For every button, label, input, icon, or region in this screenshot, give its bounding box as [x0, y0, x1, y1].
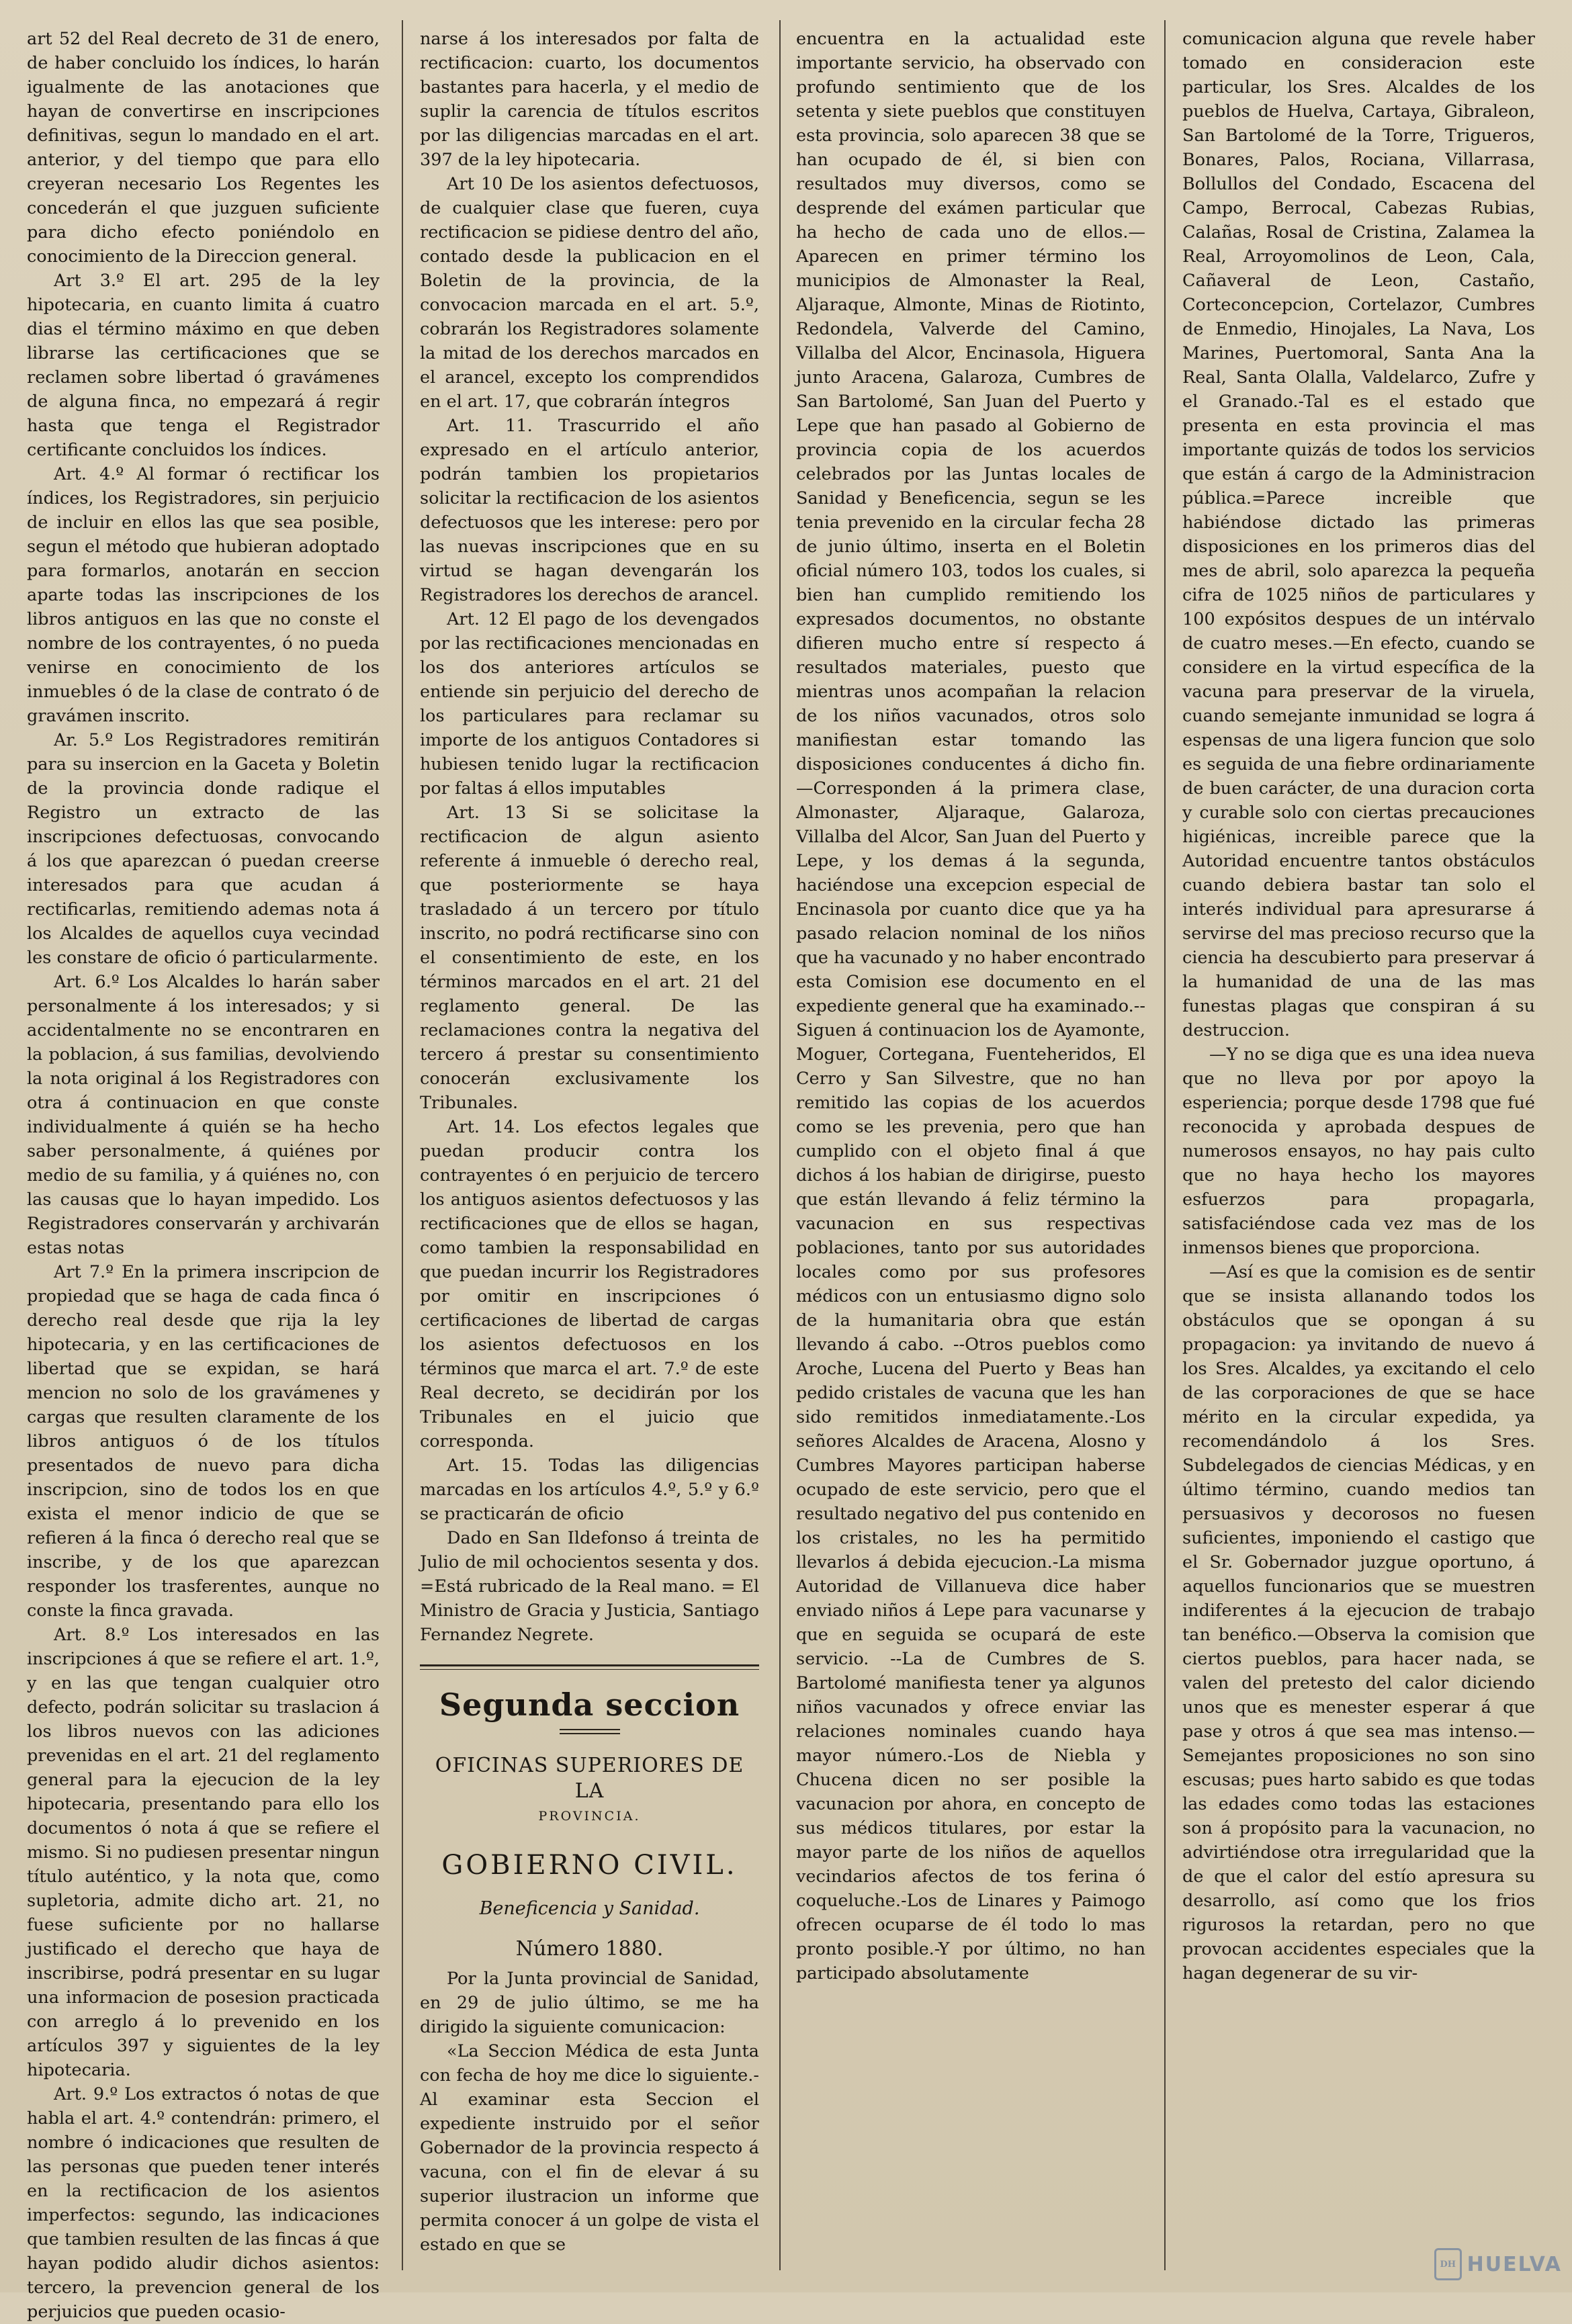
- paragraph: Art. 8.º Los interesados en las inscripciones á que se refiere el art. 1.º, y en las que tengan cualquier otro defecto, podrán solicitar su traslacion á los libros nuevos con las adiciones prevenidas en el art. 21 del reglamento general para la ejecucion de la ley hipotecaria, presentando para ello los documentos ó nota á que se refiere el mismo. Si no pudiesen presentar ningun título auténtico, y la nota que, como supletoria, admite dicho art. 21, no fuese suficiente por no hallarse justificado el derecho que haya de inscribirse, podrá presentar en su lugar una informacion de posesion practicada con arreglo á lo prevenido en los artículos 397 y siguientes de la ley hipotecaria.: [27, 1625, 380, 2080]
- paragraph: Art 10 De los asientos defectuosos, de cualquier clase que fueren, cuya rectificacion se pidiese dentro del año, contado desde la publicacion en el Boletin de la provincia, de la convocacion marcada en el art. 5.º, cobrarán los Registradores solamente la mitad de los derechos marcados en el arancel, excepto los comprendidos en el art. 17, que cobrarán íntegros: [420, 174, 759, 412]
- paragraph: Por la Junta provincial de Sanidad, en 29 de julio último, se me ha dirigido la siguiente comunicacion:: [420, 1969, 759, 2037]
- column-1: [27, 27, 380, 2324]
- paragraph: Art 3.º El art. 295 de la ley hipotecaria, en cuanto limita á cuatro dias el término máximo en que deben librarse las certificaciones que se reclamen sobre libertad ó gravámenes de alguna finca, no empezará á regir hasta que tenga el Registrador certificante concluidos los índices.: [27, 271, 380, 460]
- office-subheading: PROVINCIA.: [538, 1809, 641, 1824]
- gobierno-heading: GOBIERNO CIVIL.: [441, 1850, 738, 1881]
- double-rule: [560, 1729, 620, 1734]
- paragraph: art 52 del Real decreto de 31 de enero, de haber concluido los índices, lo harán igualmente de las anotaciones que hayan de convertirse en inscripciones definitivas, segun lo mandado en el art. anterior, y del tiempo que para ello creyeran necesario Los Regentes les concederán el que juzguen suficiente para dicho efecto poniéndolo en conocimiento de la Direccion general.: [27, 29, 380, 267]
- column-rule: [779, 20, 781, 2270]
- paragraph: —Y no se diga que es una idea nueva que no lleva por por apoyo la esperiencia; porque desde 1798 que fué reconocida y aprobada despues de numerosos ensayos, no hay pais culto que no haya hecho los mayores esfuerzos para propagarla, satisfaciéndose cada vez mas de los inmensos bienes que proporciona.: [1182, 1044, 1535, 1258]
- paragraph: narse á los interesados por falta de rectificacion: cuarto, los documentos bastantes para hacerla, y el medio de suplir la carencia de títulos escritos por las diligencias marcadas en el art. 397 de la ley hipotecaria.: [420, 29, 759, 170]
- column-rule: [1164, 20, 1166, 2270]
- paragraph: Art. 12 El pago de los devengados por las rectificaciones mencionadas en los dos anteriores artículos se entiende sin perjuicio del derecho de los particulares para reclamar su importe de los antiguos Contadores si hubiesen tenido lugar la rectificacion por faltas á ellos imputables: [420, 609, 759, 799]
- paragraph: Art 7.º En la primera inscripcion de propiedad que se haga de cada finca ó derecho real desde que rija la ley hipotecaria, y en las certificaciones de libertad que se expidan, se hará mencion no solo de los gravámenes y cargas que resulten claramente de los libros antiguos ó de los títulos presentados de nuevo para dicha inscripcion, sino de todos los en que exista el menor indicio de que se refieren á la finca ó derecho real que se inscribe, y de los que aparezcan responder los trasferentes, aunque no conste la finca gravada.: [27, 1262, 380, 1621]
- paragraph: Art. 13 Si se solicitase la rectificacion de algun asiento referente á inmueble ó derecho real, que posteriormente se haya trasladado á un tercero por título inscrito, no podrá rectificarse sino con el consentimiento de este, en los términos marcados en el art. 21 del reglamento general. De las reclamaciones contra la negativa del tercero á prestar su consentimiento conocerán exclusivamente los Tribunales.: [420, 803, 759, 1113]
- paragraph: «La Seccion Médica de esta Junta con fecha de hoy me dice lo siguiente.-Al examinar esta Seccion el expediente instruido por el señor Gobernador de la provincia respecto á vacuna, con el fin de elevar á su superior ilustracion un informe que permita conocer á un golpe de vista el estado en que se: [420, 2041, 759, 2255]
- signature-paragraph: Dado en San Ildefonso á treinta de Julio de mil ochocientos sesenta y dos. =Está rubricado de la Real mano. = El Ministro de Gracia y Justicia, Santiago Fernandez Negrete.: [420, 1528, 759, 1645]
- paragraph: Ar. 5.º Los Registradores remitirán para su insercion en la Gaceta y Boletin de la provincia donde radique el Registro un extracto de las inscripciones defectuosas, convocando á los que aparezcan ó puedan creerse interesados para que acudan á rectificarlas, remitiendo ademas nota á los Alcaldes de aquellos cuya vecindad les constare de oficio ó particularmente.: [27, 730, 380, 968]
- section-title: Segunda seccion: [439, 1687, 740, 1723]
- paragraph: Art. 9.º Los extractos ó notas de que habla el art. 4.º contendrán: primero, el nombre ó indicaciones que resulten de las personas que pueden tener interés en la rectificacion de los asientos imperfectos: segundo, las indicaciones que tambien resulten de las fincas á que hayan podido aludir dichos asientos: tercero, la prevencion general de los perjuicios que pueden ocasio-: [27, 2084, 380, 2322]
- paragraph: encuentra en la actualidad este importante servicio, ha observado con profundo sentimiento que de los setenta y siete pueblos que constituyen esta provincia, solo aparecen 38 que se han ocupado de él, si bien con resultados muy diversos, como se desprende del exámen particular que ha hecho de cada uno de ellos.—Aparecen en primer término los municipios de Almonaster la Real, Aljaraque, Almonte, Minas de Riotinto, Redondela, Valverde del Camino, Villalba del Alcor, Encinasola, Higuera junto Aracena, Galaroza, Cumbres de San Bartolomé, San Juan del Puerto y Lepe que han pasado al Gobierno de provincia copia de los acuerdos celebrados por las Juntas locales de Sanidad y Beneficencia, segun se les tenia prevenido en la circular fecha 28 de junio último, inserta en el Boletin oficial número 103, todos los cuales, si bien han cumplido remitiendo los expresados documentos, no obstante difieren mucho entre sí respecto á resultados materiales, puesto que mientras unos acompañan la relacion de los niños vacunados, otros solo manifiestan estar tomando las disposiciones conducentes á dicho fin.—Corresponden á la primera clase, Almonaster, Aljaraque, Galaroza, Villalba del Alcor, San Juan del Puerto y Lepe, y los demas á la segunda, haciéndose una excepcion especial de Encinasola por cuanto dice que ya ha pasado relacion nominal de los niños que ha vacunado y no haber encontrado esta Comision ese documento en el expediente general que ha examinado.--Siguen á continuacion los de Ayamonte, Moguer, Cortegana, Fuenteheridos, El Cerro y San Silvestre, que no han remitido las copias de los acuerdos como se les prevenia, pero que han cumplido con el objeto final á que dichos á los habian de dirigirse, puesto que están llevando á feliz término la vacunacion en sus respectivas poblaciones, tanto por sus autoridades locales como por sus profesores médicos con un entusiasmo digno solo de la humanitaria obra que están llevando á cabo. --Otros pueblos como Aroche, Lucena del Puerto y Beas han pedido cristales de vacuna que les han sido remitidos inmediatamente.-Los señores Alcaldes de Aracena, Alosno y Cumbres Mayores participan haberse ocupado de este servicio, pero que el resultado negativo del pus contenido en los cristales, no les ha permitido llevarlos á debida ejecucion.-La misma Autoridad de Villanueva dice haber enviado niños á Lepe para vacunarse y que en seguida se ocupará de este servicio. --La de Cumbres de S. Bartolomé manifiesta tener ya algunos niños vacunados y ofrece enviar las relaciones nominales cuando haya mayor número.-Los de Niebla y Chucena dicen no ser posible la vacunacion por ahora, en concepto de sus médicos titulares, por estar la mayor parte de los niños de aquellos vecindarios afectos de tos ferina ó coqueluche.-Los de Linares y Paimogo ofrecen ocuparse de él todo lo mas pronto posible.-Y por último, no han participado absolutamente: [796, 29, 1146, 1983]
- paragraph: Art. 15. Todas las diligencias marcadas en los artículos 4.º, 5.º y 6.º se practicarán de oficio: [420, 1456, 759, 1524]
- document-number: Número 1880.: [515, 1937, 664, 1961]
- subject-heading: Beneficencia y Sanidad.: [479, 1898, 700, 1919]
- paragraph: Art. 4.º Al formar ó rectificar los índices, los Registradores, sin perjuicio de incluir en ellos las que sea posible, segun el método que hubieran adoptado para formarlos, anotarán en seccion aparte todas las inscripciones de los libros antiguos en las que no conste el nombre de los contrayentes, ó no pueda venirse en conocimiento de los inmuebles ó de la clase de contrato ó de gravámen inscrito.: [27, 464, 380, 726]
- watermark-text: HUELVA: [1467, 2252, 1562, 2276]
- paragraph: comunicacion alguna que revele haber tomado en consideracion este particular, los Sres. Alcaldes de los pueblos de Huelva, Cartaya, Gibraleon, San Bartolomé de la Torre, Trigueros, Bonares, Palos, Rociana, Villarrasa, Bollullos del Condado, Escacena del Campo, Berrocal, Cabezas Rubias, Calañas, Rosal de Cristina, Zalamea la Real, Arroyomolinos de Leon, Cala, Cañaveral de Leon, Castaño, Corteconcepcion, Cortelazor, Cumbres de Enmedio, Hinojales, La Nava, Los Marines, Puertomoral, Santa Ana la Real, Santa Olalla, Valdelarco, Zufre y el Granado.-Tal es el estado que presenta en esta provincia el mas importante quizás de todos los servicios que están á cargo de la Administracion pública.=Parece increible que habiéndose dictado las primeras disposiciones en los primeros dias del mes de abril, solo aparezca la pequeña cifra de 1025 niños de particulares y 100 expósitos despues de un intérvalo de cuatro meses.—En efecto, cuando se considere en la virtud específica de la vacuna para preservar de la viruela, cuando semejante inmunidad se logra á espensas de una ligera funcion que solo es seguida de una fiebre ordinariamente de buen carácter, de una duracion corta y curable solo con ciertas precauciones higiénicas, increible parece que la Autoridad encuentre tantos obstáculos cuando debiera bastar tan solo el interés individual para apresurarse á servirse del mas precioso recurso que la ciencia ha descubierto para preservar á la humanidad de una de las mas funestas plagas que conspiran á su destruccion.: [1182, 29, 1535, 1040]
- paragraph: Art. 11. Trascurrido el año expresado en el artículo anterior, podrán tambien los propietarios solicitar la rectificacion de los asientos defectuosos que les interese: pero por las nuevas inscripciones que en su virtud se hagan devengarán los Registradores los derechos de arancel.: [420, 416, 759, 605]
- paragraph: Art. 14. Los efectos legales que puedan producir contra los contrayentes ó en perjuicio de tercero los antiguos asientos defectuosos y las rectificaciones que de ellos se hagan, como tambien la responsabilidad en que puedan incurrir los Registradores por omitir en inscripciones ó certificaciones de libertad de cargas los asientos defectuosos en los términos que marca el art. 7.º de este Real decreto, se decidirán por los Tribunales en el juicio que corresponda.: [420, 1117, 759, 1451]
- archive-watermark: [1434, 2247, 1562, 2282]
- office-heading: OFICINAS SUPERIORES DE LA: [435, 1754, 744, 1803]
- column-rule: [402, 20, 403, 2270]
- seal-icon: DH: [1434, 2248, 1462, 2280]
- section-rule: [420, 1664, 759, 1670]
- column-3: [796, 27, 1145, 1985]
- column-4: [1182, 27, 1535, 1985]
- paragraph: Art. 6.º Los Alcaldes lo harán saber personalmente á los interesados; y si accidentalmente no se encontraren en la poblacion, á sus familias, devolviendo la nota original á los Registradores con otra á continuacion en que conste individualmente á quién se ha hecho saber personalmente, á quiénes por medio de su familia, y á quiénes no, con las causas que lo hayan impedido. Los Registradores conservarán y archivarán estas notas: [27, 972, 380, 1258]
- column-2: [420, 27, 759, 2257]
- paragraph: —Así es que la comision es de sentir que se insista allanando todos los obstáculos que se opongan á su propagacion: ya invitando de nuevo á los Sres. Alcaldes, ya excitando el celo de las corporaciones de que se hace mérito en la circular expedida, ya recomendándolo á los Sres. Subdelegados de ciencias Médicas, y en último término, cuando medios tan persuasivos y decorosos no fuesen suficientes, imponiendo el castigo que el Sr. Gobernador juzgue oportuno, á aquellos funcionarios que se muestren indiferentes á la ejecucion de trabajo tan benéfico.—Observa la comision que ciertos pueblos, para hacer nada, se valen del pretesto del calor diciendo unos que es menester esperar á que pase y otros á que sea mas intenso.—Semejantes proposiciones no son sino escusas; pues harto sabido es que todas las edades como todas las estaciones son á propósito para la vacunacion, no advirtiéndose otra irregularidad que la de que el calor del estío apresura su desarrollo, así como que los frios rigurosos la retardan, pero no que provocan accidentes especiales que la hagan degenerar de su vir-: [1182, 1262, 1535, 1983]
